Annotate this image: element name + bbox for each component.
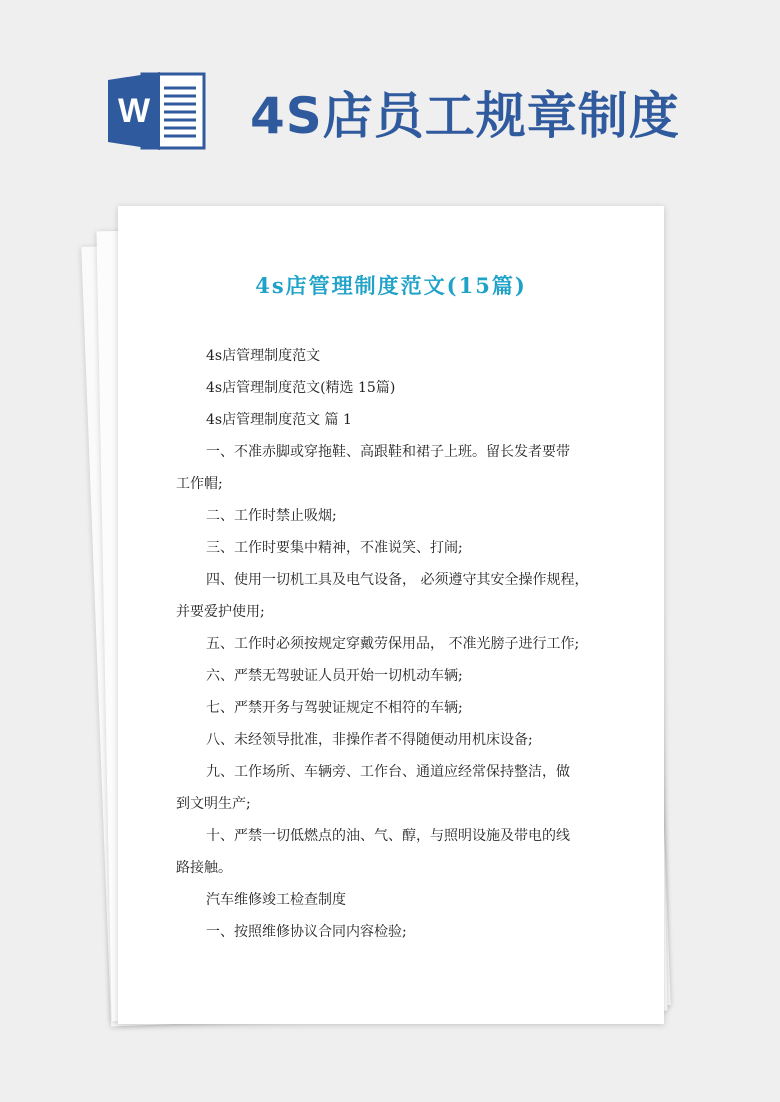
section-heading: 汽车维修竣工检查制度 <box>206 892 346 908</box>
body-line: 4s店管理制度范文 篇 1 <box>206 412 352 428</box>
body-line: 4s店管理制度范文(精选 15篇) <box>206 380 396 396</box>
banner-header <box>0 0 780 190</box>
rule-paragraph: 八、未经领导批准，非操作者不得随便动用机床设备; <box>206 732 533 748</box>
rule-paragraph: 十、严禁一切低燃点的油、气、醇，与照明设施及带电的线 路接触。 <box>176 828 570 876</box>
document-title: 4s店管理制度范文(15篇) <box>255 273 527 298</box>
rule-paragraph: 一、不准赤脚或穿拖鞋、高跟鞋和裙子上班。留长发者要带 工作帽; <box>176 444 570 492</box>
rule-paragraph: 一、按照维修协议合同内容检验; <box>206 924 407 940</box>
rule-paragraph: 四、使用一切机工具及电气设备， 必须遵守其安全操作规程， 并要爱护使用; <box>176 572 589 620</box>
word-document-icon <box>108 70 208 152</box>
rule-paragraph: 六、严禁无驾驶证人员开始一切机动车辆; <box>206 668 463 684</box>
document-page <box>118 206 664 1024</box>
rule-paragraph: 三、工作时要集中精神，不准说笑、打闹; <box>206 540 463 556</box>
page-banner-title: 4S店员工规章制度 <box>250 87 680 145</box>
rule-paragraph: 七、严禁开务与驾驶证规定不相符的车辆; <box>206 700 463 716</box>
rule-paragraph: 五、工作时必须按规定穿戴劳保用品， 不准光膀子进行工作; <box>206 636 580 652</box>
body-line: 4s店管理制度范文 <box>206 348 321 364</box>
rule-paragraph: 二、工作时禁止吸烟; <box>206 508 337 524</box>
rule-paragraph: 九、工作场所、车辆旁、工作台、通道应经常保持整洁，做 到文明生产; <box>176 764 570 812</box>
document-body <box>176 340 610 948</box>
word-icon-letter: W <box>117 92 151 130</box>
